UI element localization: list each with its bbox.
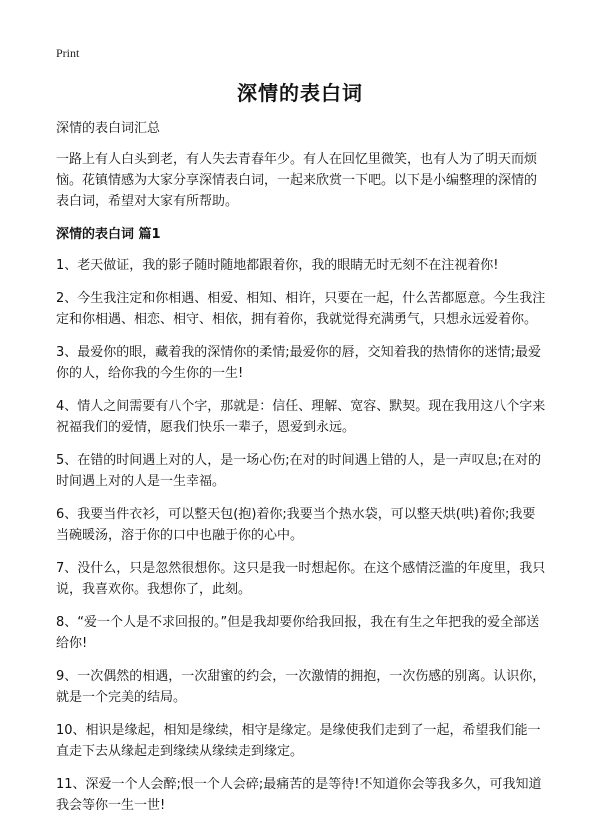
list-item: 9、一次偶然的相遇，一次甜蜜的约会，一次激情的拥抱，一次伤感的别离。认识你，就是一个完美的结局。 [56, 669, 546, 705]
list-item: 11、深爱一个人会醉;恨一个人会碎;最痛苦的是等待!不知道你会等我多久，可我知道我会等你一生一世! [56, 777, 542, 813]
list-item: 7、没什么，只是忽然很想你。这只是我一时想起你。在这个感情泛滥的年度里，我只说，我喜欢你。我想你了，此刻。 [56, 561, 546, 597]
list-item: 10、相识是缘起，相知是缘续，相守是缘定。是缘使我们走到了一起，希望我们能一直走下去从缘起走到缘续从缘续走到缘定。 [56, 723, 541, 759]
list-item: 5、在错的时间遇上对的人，是一场心伤;在对的时间遇上错的人，是一声叹息;在对的时间遇上对的人是一生幸福。 [56, 453, 542, 489]
page-title: 深情的表白词 [237, 81, 363, 105]
list-item: 8、“爱一个人是不求回报的。”但是我却要你给我回报，我在有生之年把我的爱全部送给你! [56, 615, 540, 651]
article-subtitle: 深情的表白词汇总 [56, 121, 161, 136]
list-item: 1、老天做证，我的影子随时随地都跟着你，我的眼睛无时无刻不在注视着你! [56, 258, 499, 273]
list-item: 2、今生我注定和你相遇、相爱、相知、相许，只要在一起，什么苦都愿意。今生我注定和你相遇、相恋、相守、相依，拥有着你，我就觉得充满勇气，只想永远爱着你。 [56, 291, 546, 327]
article-body [56, 118, 546, 828]
print-link[interactable]: Print [56, 46, 80, 60]
section-heading: 深情的表白词 篇1 [56, 227, 161, 242]
list-item: 3、最爱你的眼，藏着我的深情你的柔情;最爱你的唇，交知着我的热情你的迷情;最爱你的人，给你我的今生你的一生! [56, 345, 542, 381]
list-item: 4、情人之间需要有八个字，那就是：信任、理解、宽容、默契。现在我用这八个字来祝福我们的爱情，愿我们快乐一辈子，恩爱到永远。 [56, 399, 546, 435]
intro-paragraph: 一路上有人白头到老，有人失去青春年少。有人在回忆里微笑，也有人为了明天而烦恼。花镇情感为大家分享深情表白词，一起来欣赏一下吧。以下是小编整理的深情的表白词，希望对大家有所帮助。 [56, 152, 538, 209]
list-item: 6、我要当件衣衫，可以整天包(抱)着你;我要当个热水袋，可以整天烘(哄)着你;我要当碗暖汤，溶于你的口中也融于你的心中。 [56, 507, 536, 543]
